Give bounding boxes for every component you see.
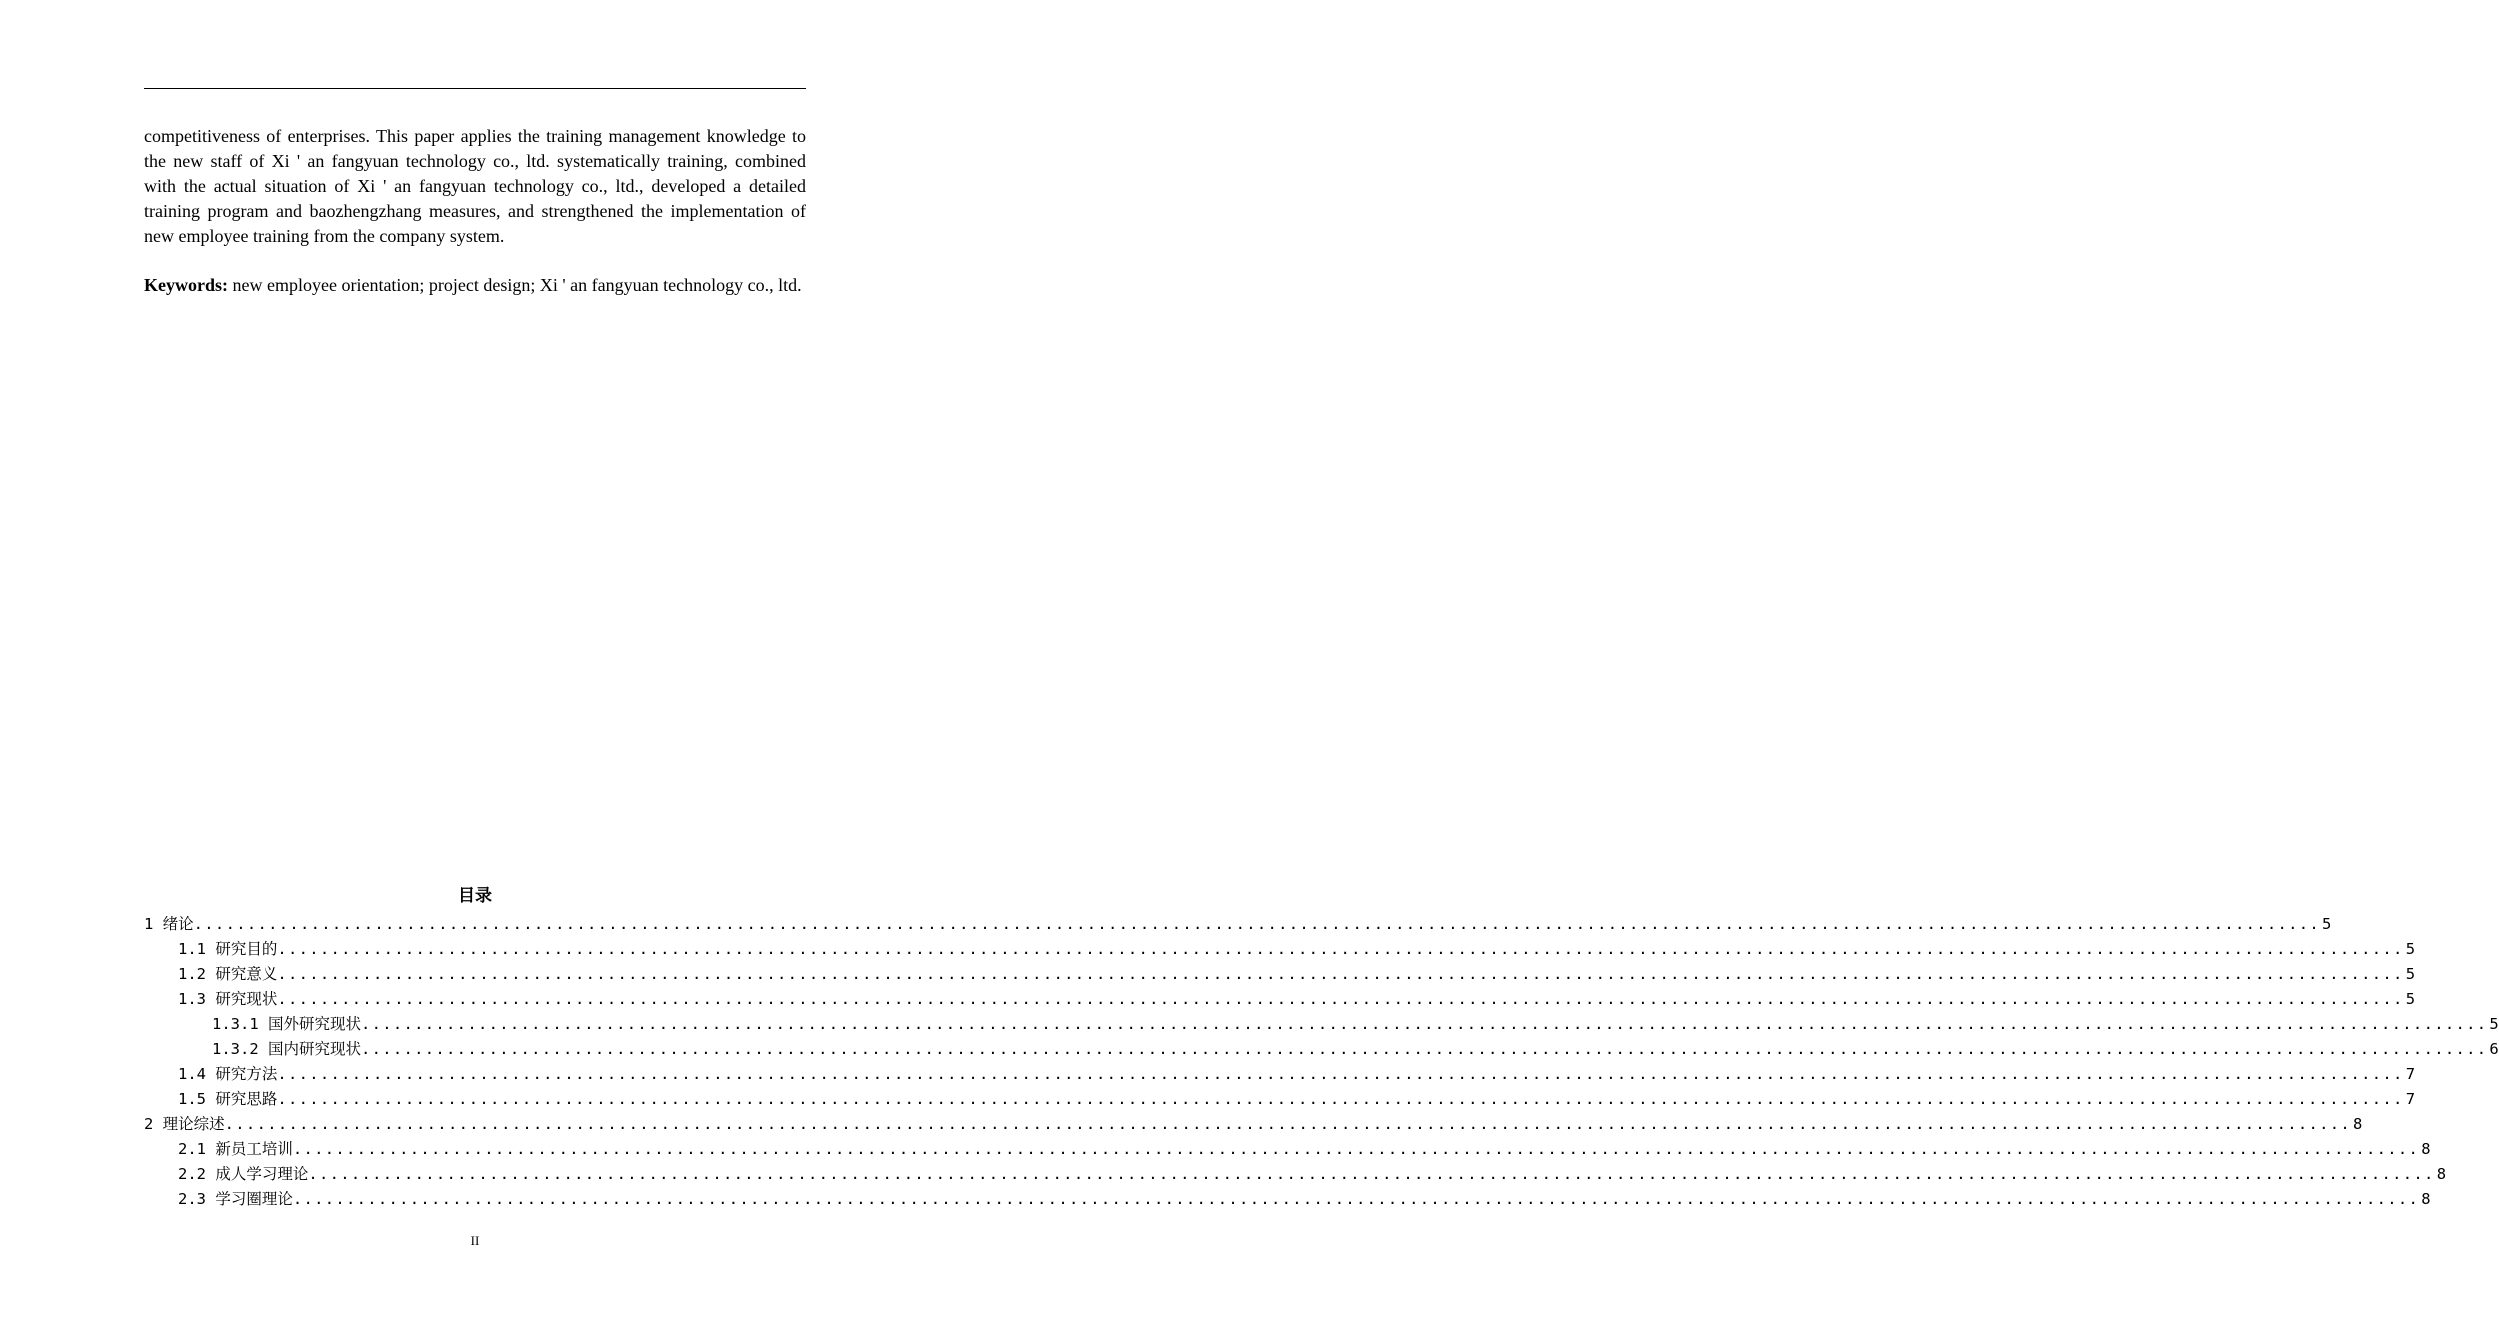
toc-entry-page: 8 [2436,1165,2447,1183]
toc-leader-dots: ........................................................................................................................................................................................................ [361,1015,2488,1033]
page-number: II [470,1233,480,1248]
toc-leader-dots: ........................................................................................................................................................................................................ [277,965,2404,983]
abstract-paragraph: competitiveness of enterprises. This paper applies the training management knowledge to the new staff of Xi ' an fangyuan technology co., ltd. systematically training, combined with the actual situation of Xi ' an fangyuan technology co., ltd., developed a detailed training program and baozhengzhang measures, and strengthened the implementation of new employee training from the company system. [144,126,806,246]
keywords-paragraph [144,273,806,298]
header-rule [144,88,806,89]
toc-entry-page: 7 [2405,1065,2416,1083]
toc-entry-page: 8 [2353,1115,2363,1133]
toc-entry-page: 5 [2489,1015,2499,1033]
toc-entry-text: 1.2 研究意义 [178,965,278,983]
toc-entry-text: 1.5 研究思路 [178,1090,278,1108]
toc-entry-text: 2.1 新员工培训 [178,1140,293,1158]
toc-leader-dots: ........................................................................................................................................................................................................ [277,990,2404,1008]
toc-leader-dots: ........................................................................................................................................................................................................ [292,1190,2420,1208]
toc-entry[interactable] [144,1187,2431,1212]
toc-entry[interactable] [144,1037,2499,1062]
toc-entry[interactable] [144,1087,2416,1112]
toc-leader-dots: ........................................................................................................................................................................................................ [193,915,2321,933]
toc-entry-text: 1.4 研究方法 [178,1065,278,1083]
toc-leader-dots: ........................................................................................................................................................................................................ [308,1165,2435,1183]
toc-entry[interactable] [144,962,2416,987]
toc-title: 目录 [458,886,492,906]
toc-leader-dots: ........................................................................................................................................................................................................ [277,940,2404,958]
toc-entry[interactable] [144,1012,2499,1037]
toc-entry-text: 1.1 研究目的 [178,940,278,958]
keywords-text: new employee orientation; project design; Xi ' an fangyuan technology co., ltd. [228,275,802,295]
toc-entry-text: 2 理论综述 [144,1115,225,1133]
toc-entry-page: 5 [2405,990,2416,1008]
toc-entry-text: 1 绪论 [144,915,194,933]
toc-entry[interactable] [144,937,2416,962]
toc-leader-dots: ........................................................................................................................................................................................................ [292,1140,2420,1158]
toc-entry-page: 5 [2405,940,2416,958]
toc-entry[interactable] [144,1112,2363,1137]
toc-leader-dots: ........................................................................................................................................................................................................ [361,1040,2488,1058]
toc-leader-dots: ........................................................................................................................................................................................................ [277,1065,2404,1083]
toc-entry-page: 5 [2322,915,2332,933]
toc-entry[interactable] [144,987,2416,1012]
toc-entry[interactable] [144,1062,2416,1087]
toc-entry-page: 8 [2421,1140,2431,1158]
toc-entry-text: 1.3 研究现状 [178,990,278,1008]
toc-leader-dots: ........................................................................................................................................................................................................ [224,1115,2352,1133]
toc-entry-text: 1.3.2 国内研究现状 [212,1040,361,1058]
toc-entry-text: 1.3.1 国外研究现状 [212,1015,361,1033]
toc-entry[interactable] [144,1162,2447,1187]
toc-entry-page: 6 [2489,1040,2499,1058]
toc-entry[interactable] [144,1137,2431,1162]
toc-entry-text: 2.3 学习圈理论 [178,1190,293,1208]
toc-entry-text: 2.2 成人学习理论 [178,1165,309,1183]
table-of-contents [144,912,2499,1212]
toc-entry[interactable] [144,912,2332,937]
keywords-label: Keywords: [144,275,228,295]
toc-leader-dots: ........................................................................................................................................................................................................ [277,1090,2404,1108]
toc-entry-page: 7 [2405,1090,2416,1108]
toc-entry-page: 8 [2421,1190,2431,1208]
toc-entry-page: 5 [2405,965,2416,983]
